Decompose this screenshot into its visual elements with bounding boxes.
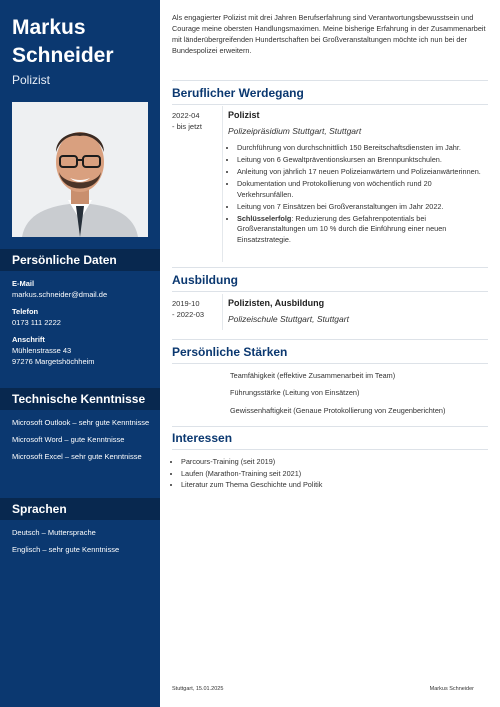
strength-item: Führungsstärke (Leitung von Einsätzen) (230, 388, 360, 397)
personal-data-heading: Persönliche Daten (0, 249, 160, 271)
divider (172, 267, 488, 268)
tech-skill-item: Microsoft Outlook – sehr gute Kenntnisse (12, 418, 150, 427)
job-bullet-key-success (237, 214, 486, 246)
education-dates (172, 298, 204, 320)
job-bullet: • Anleitung von jährlich 17 neuen Polizeianwärtern und Polizeianwärterinnen. (237, 167, 486, 178)
job-organization: Polizeipräsidium Stuttgart, Stuttgart (228, 126, 362, 136)
job-bullet: • Leitung von 7 Einsätzen bei Großveranstaltungen im Jahr 2022. (237, 202, 486, 213)
job-bullet: • Durchführung von durchschnittlich 150 Bereitschaftsdiensten im Jahr. (237, 143, 486, 154)
education-heading: Ausbildung (172, 273, 488, 292)
tech-skill-item: Microsoft Excel – sehr gute Kenntnisse (12, 452, 142, 461)
email-label: E-Mail (12, 279, 35, 288)
tech-skill-item: Microsoft Word – gute Kenntnisse (12, 435, 125, 444)
profile-photo (12, 102, 148, 237)
tech-skills-list (12, 417, 154, 468)
email-value[interactable]: markus.schneider@dmail.de (12, 290, 108, 299)
address-city: 97276 Margetshöchheim (12, 357, 95, 366)
languages-list (12, 527, 154, 561)
divider (172, 339, 488, 340)
strengths-heading: Persönliche Stärken (172, 345, 488, 364)
experience-heading: Beruflicher Werdegang (172, 86, 488, 105)
interest-item: • Parcours-Training (seit 2019) (181, 456, 488, 468)
interests-list (172, 456, 488, 491)
languages-heading: Sprachen (0, 498, 160, 520)
portrait-image (12, 102, 148, 237)
experience-dates (172, 110, 202, 132)
candidate-name: Markus Schneider (12, 16, 114, 67)
address-street: Mühlenstrasse 43 (12, 346, 72, 355)
education-degree: Polizisten, Ausbildung (228, 298, 325, 308)
intro-text: Als engagierter Polizist mit drei Jahren Berufserfahrung sind Verantwortungsbewusstsein und Courage meine obersten Handlungsmaximen. Meine bisherige Erfahrung in der Zusammenarbeit mit länderübergreifenden Hundertschaften bei Großveranstaltungen möchte ich nun bei der Bundespolizei erweitern. (172, 13, 486, 55)
timeline-line (222, 294, 223, 330)
address-label: Anschrift (12, 335, 45, 344)
experience-date-to: - bis jetzt (172, 122, 203, 131)
interest-item: • Laufen (Marathon-Training seit 2021) (181, 468, 488, 480)
key-success-text: : Reduzierung des Gefahrenpotentials bei Großveranstaltungen um 10 % durch die Einführung einer neuen Einsatzstrategie. (237, 213, 447, 244)
tech-skills-heading: Technische Kenntnisse (0, 388, 160, 410)
job-bullet: • Dokumentation und Protokollierung von wöchentlich rund 20 Verkehrsunfällen. (237, 179, 486, 200)
strength-item: Gewissenhaftigkeit (Genaue Protokollierung von Zeugenberichten) (230, 406, 446, 415)
phone-label: Telefon (12, 307, 39, 316)
interest-item: • Literatur zum Thema Geschichte und Politik (181, 479, 488, 491)
strength-item: Teamfähigkeit (effektive Zusammenarbeit im Team) (230, 371, 396, 380)
language-item: Englisch – sehr gute Kenntnisse (12, 545, 120, 554)
education-school: Polizeischule Stuttgart, Stuttgart (228, 314, 349, 324)
divider (172, 80, 488, 81)
job-bullet: • Leitung von 6 Gewaltpräventionskursen an Brennpunktschulen. (237, 155, 486, 166)
personal-data (12, 278, 154, 367)
footer-signature: Markus Schneider (429, 686, 474, 692)
interests-heading: Interessen (172, 431, 488, 450)
experience-date-from: 2022-04 (172, 111, 200, 120)
footer-place-date: Stuttgart, 15.01.2025 (172, 686, 224, 692)
candidate-title: Polizist (12, 73, 51, 87)
education-date-to: - 2022-03 (172, 310, 205, 319)
job-bullets (228, 143, 486, 247)
language-item: Deutsch – Muttersprache (12, 528, 96, 537)
sidebar (0, 0, 160, 707)
timeline-line (222, 106, 223, 262)
phone-value[interactable]: 0173 111 2222 (12, 318, 61, 327)
education-date-from: 2019-10 (172, 299, 200, 308)
job-title: Polizist (228, 110, 260, 120)
divider (172, 426, 488, 427)
key-success-label: Schlüsselerfolg (237, 213, 292, 223)
